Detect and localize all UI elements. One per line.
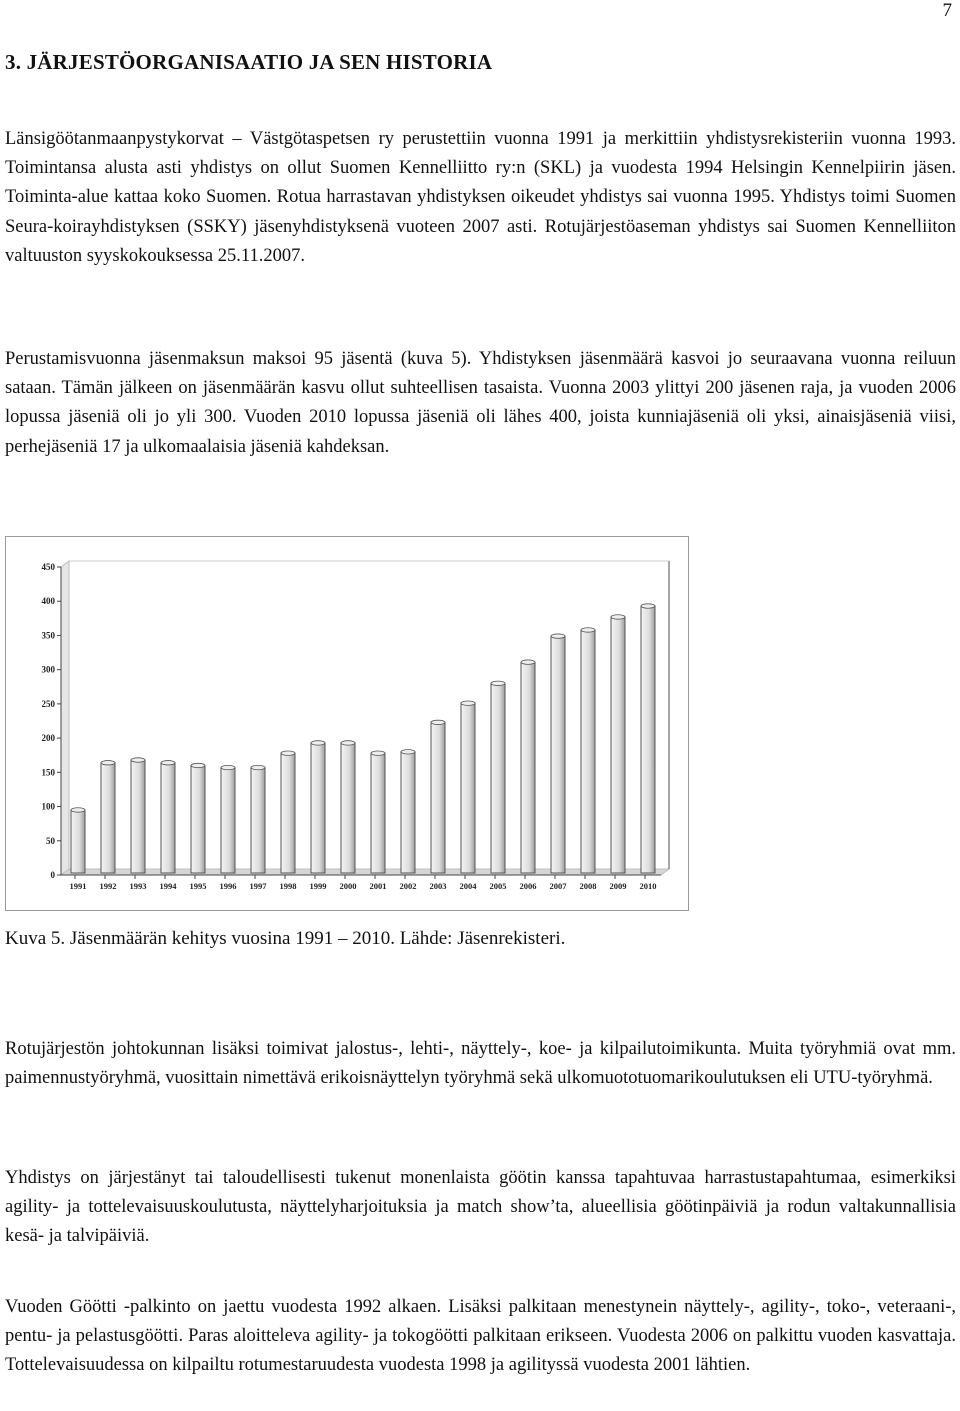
x-tick-label: 1993	[129, 881, 147, 891]
y-tick-label: 250	[41, 698, 55, 709]
paragraph-history: Länsigöötanmaanpystykorvat – Västgötaspetsen ry perustettiin vuonna 1991 ja merkittiin yhdistysrekisteriin vuonna 1993. Toimintansa alusta asti yhdistys on ollut Suomen Kennelliitto ry:n (SKL) ja vuodesta 1994 Helsingin Kennelpiirin jäsen. Toiminta-alue kattaa koko Suomen. Rotua harrastavan yhdistyksen oikeudet yhdistys sai vuonna 1995. Yhdistys toimi Suomen Seura-koirayhdistyksen (SSKY) jäsenyhdistyksenä vuoteen 2007 asti. Rotujärjestöaseman yhdistys sai Suomen Kennelliiton valtuuston syyskokouksessa 25.11.2007.	[5, 129, 956, 266]
bar	[161, 763, 175, 873]
bar-top	[551, 634, 565, 638]
x-tick-label: 2008	[579, 881, 597, 891]
bar	[611, 617, 625, 873]
x-tick-label: 1999	[309, 881, 327, 891]
x-tick-label: 2002	[399, 881, 417, 891]
x-tick-label: 1992	[99, 881, 117, 891]
x-tick-label: 2010	[639, 881, 657, 891]
bar	[71, 810, 85, 873]
figure-caption: Kuva 5. Jäsenmäärän kehitys vuosina 1991 – 2010. Lähde: Jäsenrekisteri.	[5, 928, 566, 949]
x-tick-label: 2006	[519, 881, 537, 891]
bar-top	[431, 720, 445, 724]
bar	[341, 743, 355, 873]
x-tick-label: 2007	[549, 881, 567, 891]
x-tick-label: 2005	[489, 881, 507, 891]
y-tick-label: 400	[41, 596, 55, 607]
bar-top	[521, 660, 535, 664]
y-tick-label: 350	[41, 630, 55, 641]
x-tick-label: 1991	[69, 881, 87, 891]
bar-top	[401, 750, 415, 754]
paragraph-awards: Vuoden Göötti -palkinto on jaettu vuodesta 1992 alkaen. Lisäksi palkitaan menestynein näyttely-, agility-, toko-, veteraani-, pentu- ja pelastusgöötti. Paras aloitteleva agility- ja tokogöötti palkitaan erikseen. Vuodesta 2006 on palkittu vuoden kasvattaja. Tottelevaisuudessa on kilpailtu rotumestaruudesta vuodesta 1998 ja agilityssä vuodesta 2001 lähtien.	[5, 1297, 956, 1376]
bar-top	[311, 741, 325, 745]
bar	[401, 752, 415, 873]
y-tick-label: 100	[41, 801, 55, 812]
bar	[131, 760, 145, 873]
bar	[251, 768, 265, 873]
bar-top	[251, 765, 265, 769]
bar-top	[491, 681, 505, 685]
bar-top	[281, 751, 295, 755]
bar	[641, 606, 655, 873]
x-tick-label: 2004	[459, 881, 477, 891]
y-tick-label: 300	[41, 664, 55, 675]
bar-top	[581, 628, 595, 632]
paragraph-committees: Rotujärjestön johtokunnan lisäksi toimivat jalostus-, lehti-, näyttely-, koe- ja kilpailutoimikunta. Muita työryhmiä ovat mm. paimennustyöryhmä, vuosittain nimettävä erikoisnäyttelyn työryhmä sekä ulkomuototuomarikoulutuksen eli UTU-työryhmä.	[5, 1039, 956, 1089]
x-tick-label: 1996	[219, 881, 237, 891]
x-tick-label: 2003	[429, 881, 447, 891]
bar-top	[101, 761, 115, 765]
y-tick-label: 200	[41, 733, 55, 744]
y-tick-label: 450	[41, 562, 55, 572]
bar	[431, 722, 445, 873]
section-heading: 3. JÄRJESTÖORGANISAATIO JA SEN HISTORIA	[5, 50, 493, 74]
bar	[281, 753, 295, 873]
bar-top	[71, 808, 85, 812]
bar	[101, 763, 115, 873]
bar	[521, 662, 535, 873]
bar	[221, 768, 235, 873]
x-tick-label: 1995	[189, 881, 207, 891]
x-tick-label: 1994	[159, 881, 177, 891]
bar	[491, 683, 505, 873]
x-tick-label: 1997	[249, 881, 267, 891]
paragraph-events: Yhdistys on järjestänyt tai taloudellisesti tukenut monenlaista göötin kanssa tapahtuvaa harrastustapahtumaa, esimerkiksi agility- ja tottelevaisuuskoulutusta, näyttelyharjoituksia ja match show’ta, alueellisia göötinpäiviä ja rodun valtakunnallisia kesä- ja talvipäiviä.	[5, 1168, 956, 1247]
bar-top	[131, 758, 145, 762]
bar-top	[191, 763, 205, 767]
bar-top	[461, 701, 475, 705]
x-tick-label: 2009	[609, 881, 627, 891]
x-tick-label: 2000	[339, 881, 357, 891]
bar	[371, 753, 385, 873]
membership-chart	[5, 536, 689, 911]
y-tick-label: 0	[50, 870, 55, 880]
page-number: 7	[942, 0, 952, 21]
bar	[461, 703, 475, 873]
plot-floor	[61, 869, 669, 875]
bar-top	[161, 761, 175, 765]
y-tick-label: 150	[41, 767, 55, 778]
bar-top	[221, 765, 235, 769]
bar	[581, 630, 595, 873]
bar-top	[641, 604, 655, 608]
bar	[191, 765, 205, 873]
paragraph-membership: Perustamisvuonna jäsenmaksun maksoi 95 jäsentä (kuva 5). Yhdistyksen jäsenmäärä kasvoi jo seuraavana vuonna reiluun sataan. Tämän jälkeen on jäsenmäärän kasvu ollut suhteellisen tasaista. Vuonna 2003 ylittyi 200 jäsenen raja, ja vuoden 2006 lopussa jäseniä oli jo yli 300. Vuoden 2010 lopussa jäseniä oli lähes 400, joista kunniajäseniä oli yksi, ainaisjäseniä viisi, perhejäseniä 17 ja ulkomaalaisia jäseniä kahdeksan.	[5, 349, 956, 457]
x-tick-label: 2001	[369, 881, 387, 891]
x-tick-label: 1998	[279, 881, 297, 891]
y-tick-label: 50	[46, 835, 55, 846]
bar	[311, 743, 325, 873]
plot-side-wall	[61, 561, 69, 875]
bar-top	[611, 615, 625, 619]
bar-top	[371, 751, 385, 755]
bar	[551, 636, 565, 873]
membership-chart-svg	[6, 537, 688, 910]
bar-top	[341, 741, 355, 745]
